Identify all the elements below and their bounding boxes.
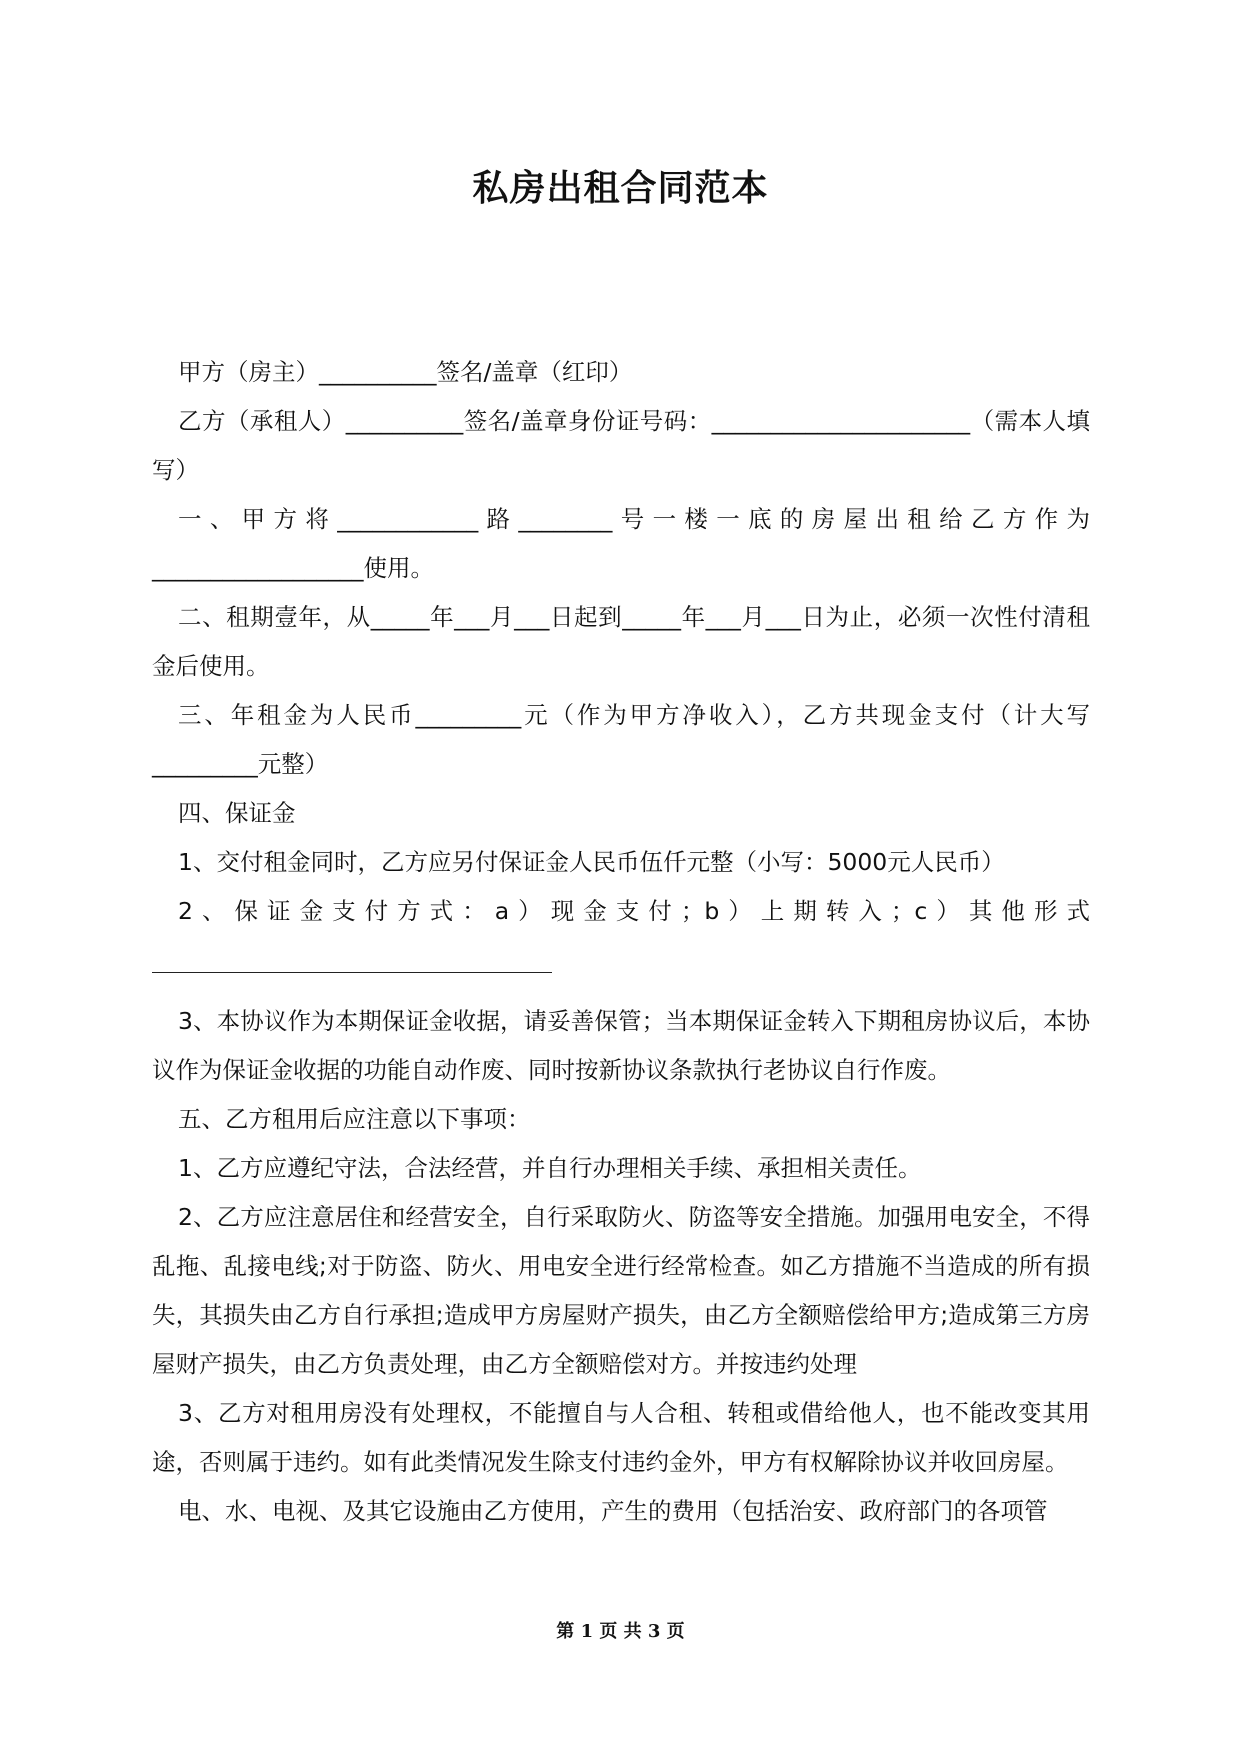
clause-4-item-3: 3、本协议作为本期保证金收据，请妥善保管；当本期保证金转入下期租房协议后，本协议作为保证金收据的功能自动作废、同时按新协议条款执行老协议自行作废。 bbox=[152, 1007, 1090, 1084]
party-b-line: 乙方（承租人）__________签名/盖章身份证号码：______________________（需本人填写） bbox=[152, 407, 1090, 484]
clause-4-heading: 四、保证金 bbox=[178, 799, 296, 827]
clause-2: 二、租期壹年，从_____年___月___日起到_____年___月___日为止，必须一次性付清租金后使用。 bbox=[152, 603, 1090, 680]
clause-4-item-2: 2、保证金支付方式：a）现金支付；b）上期转入；c）其他形式 bbox=[178, 897, 1090, 925]
clause-1: 一、甲方将____________路________号一楼一底的房屋出租给乙方作为__________________使用。 bbox=[152, 505, 1090, 582]
page-footer: 第 1 页 共 3 页 bbox=[556, 1621, 685, 1642]
fill-in-blank-line bbox=[152, 936, 1090, 985]
clause-4-item-1: 1、交付租金同时，乙方应另付保证金人民币伍仟元整（小写：5000元人民币） bbox=[178, 848, 1005, 876]
clause-5-item-1: 1、乙方应遵纪守法，合法经营，并自行办理相关手续、承担相关责任。 bbox=[178, 1154, 922, 1182]
document-title: 私房出租合同范本 bbox=[472, 168, 769, 209]
clause-5-item-3: 3、乙方对租用房没有处理权，不能擅自与人合租、转租或借给他人，也不能改变其用途，否则属于违约。如有此类情况发生除支付违约金外，甲方有权解除协议并收回房屋。 bbox=[152, 1399, 1090, 1476]
party-a-line: 甲方（房主）__________签名/盖章（红印） bbox=[178, 358, 633, 386]
document-body bbox=[152, 348, 1090, 1536]
clause-5-item-2: 2、乙方应注意居住和经营安全，自行采取防火、防盗等安全措施。加强用电安全，不得乱拖、乱接电线;对于防盗、防火、用电安全进行经常检查。如乙方措施不当造成的所有损失，其损失由乙方自行承担;造成甲方房屋财产损失，由乙方全额赔偿给甲方;造成第三方房屋财产损失，由乙方负责处理，由乙方全额赔偿对方。并按违约处理 bbox=[152, 1203, 1090, 1378]
utilities-paragraph: 电、水、电视、及其它设施由乙方使用，产生的费用（包括治安、政府部门的各项管 bbox=[178, 1497, 1048, 1525]
clause-5-heading: 五、乙方租用后应注意以下事项： bbox=[178, 1105, 531, 1133]
clause-3: 三、年租金为人民币_________元（作为甲方净收入），乙方共现金支付（计大写_________元整） bbox=[152, 701, 1090, 778]
